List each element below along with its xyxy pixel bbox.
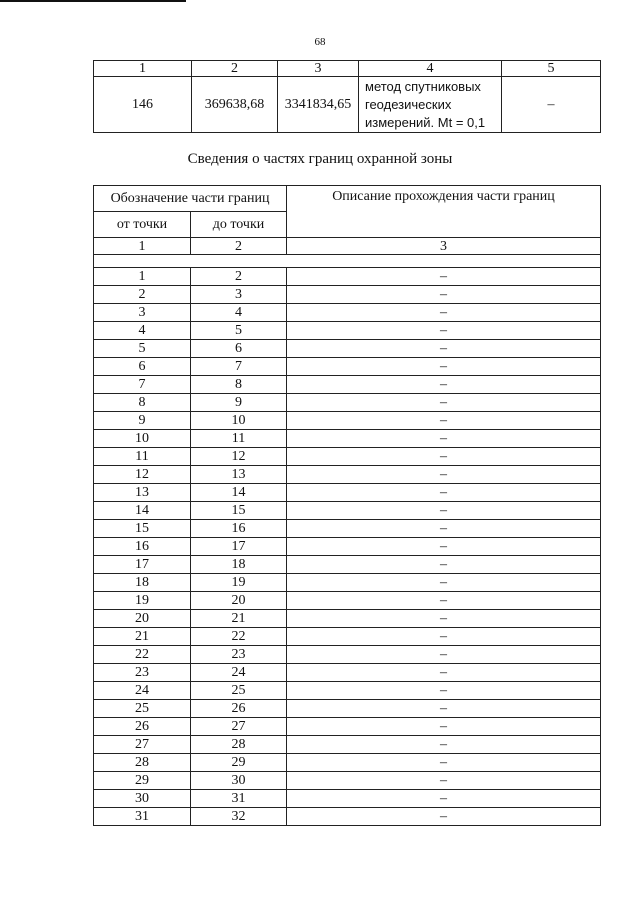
table-row (94, 628, 601, 646)
column-number-row (94, 238, 601, 255)
table-row (94, 610, 601, 628)
description: – (287, 520, 601, 538)
col-number-1: 1 (94, 61, 192, 77)
from-point: 24 (94, 682, 191, 700)
description: – (287, 448, 601, 466)
to-point: 12 (191, 448, 287, 466)
from-point: 31 (94, 808, 191, 826)
to-point: 18 (191, 556, 287, 574)
description: – (287, 610, 601, 628)
page-number: 68 (314, 36, 326, 48)
from-point: 14 (94, 502, 191, 520)
table-row (94, 664, 601, 682)
from-point: 6 (94, 358, 191, 376)
table-row (94, 466, 601, 484)
from-point: 30 (94, 790, 191, 808)
from-point: 1 (94, 268, 191, 286)
description: – (287, 376, 601, 394)
from-point: 29 (94, 772, 191, 790)
to-point: 11 (191, 430, 287, 448)
to-point: 4 (191, 304, 287, 322)
from-point: 15 (94, 520, 191, 538)
header-description: Описание прохождения части границ (287, 186, 601, 238)
from-point: 26 (94, 718, 191, 736)
to-point: 31 (191, 790, 287, 808)
table-row (94, 736, 601, 754)
description: – (287, 268, 601, 286)
description: – (287, 628, 601, 646)
to-point: 24 (191, 664, 287, 682)
coord-y: 3341834,65 (278, 77, 359, 133)
to-point: 16 (191, 520, 287, 538)
table-row (94, 700, 601, 718)
to-point: 6 (191, 340, 287, 358)
header-group-label: Обозначение части границ (94, 186, 287, 212)
from-point: 17 (94, 556, 191, 574)
from-point: 27 (94, 736, 191, 754)
point-number: 146 (94, 77, 192, 133)
description: – (287, 754, 601, 772)
table-row (94, 754, 601, 772)
to-point: 2 (191, 268, 287, 286)
description: – (287, 484, 601, 502)
table-row (94, 556, 601, 574)
table-row (94, 538, 601, 556)
to-point: 28 (191, 736, 287, 754)
table-row (94, 358, 601, 376)
description: – (287, 574, 601, 592)
header-row-group (94, 186, 601, 212)
method-line: геодезических (365, 96, 452, 112)
table-row (94, 430, 601, 448)
to-point: 22 (191, 628, 287, 646)
description: – (287, 394, 601, 412)
to-point: 20 (191, 592, 287, 610)
table-row (94, 718, 601, 736)
to-point: 7 (191, 358, 287, 376)
description: – (287, 664, 601, 682)
col-number-2: 2 (192, 61, 278, 77)
to-point: 27 (191, 718, 287, 736)
description: – (287, 700, 601, 718)
description: – (287, 304, 601, 322)
description: – (287, 718, 601, 736)
from-point: 22 (94, 646, 191, 664)
empty-cell (94, 255, 601, 268)
to-point: 15 (191, 502, 287, 520)
col-number-2: 2 (191, 238, 287, 255)
table-row (94, 682, 601, 700)
from-point: 18 (94, 574, 191, 592)
to-point: 21 (191, 610, 287, 628)
section-title: Сведения о частях границ охранной зоны (187, 151, 453, 167)
method-description (359, 77, 502, 133)
table-row (94, 412, 601, 430)
col-number-3: 3 (287, 238, 601, 255)
table-row (94, 574, 601, 592)
table-row (94, 520, 601, 538)
to-point: 23 (191, 646, 287, 664)
from-point: 19 (94, 592, 191, 610)
table-row (94, 268, 601, 286)
table-row (94, 340, 601, 358)
to-point: 3 (191, 286, 287, 304)
from-point: 4 (94, 322, 191, 340)
description: – (287, 502, 601, 520)
to-point: 29 (191, 754, 287, 772)
method-line: метод спутниковых (365, 78, 481, 94)
description: – (287, 430, 601, 448)
coordinates-table (93, 60, 601, 133)
from-point: 10 (94, 430, 191, 448)
table-row (94, 646, 601, 664)
from-point: 11 (94, 448, 191, 466)
to-point: 17 (191, 538, 287, 556)
description: – (287, 592, 601, 610)
from-point: 9 (94, 412, 191, 430)
from-point: 12 (94, 466, 191, 484)
to-point: 13 (191, 466, 287, 484)
boundary-parts-table (93, 185, 601, 826)
to-point: 26 (191, 700, 287, 718)
description: – (287, 538, 601, 556)
description: – (287, 340, 601, 358)
top-rule (0, 0, 186, 2)
description: – (287, 412, 601, 430)
from-point: 8 (94, 394, 191, 412)
to-point: 5 (191, 322, 287, 340)
description: – (287, 286, 601, 304)
from-point: 25 (94, 700, 191, 718)
from-point: 2 (94, 286, 191, 304)
description: – (287, 358, 601, 376)
description: – (287, 556, 601, 574)
description: – (287, 682, 601, 700)
to-point: 30 (191, 772, 287, 790)
table-row (94, 484, 601, 502)
description: – (287, 322, 601, 340)
to-point: 25 (191, 682, 287, 700)
to-point: 14 (191, 484, 287, 502)
to-point: 8 (191, 376, 287, 394)
to-point: 9 (191, 394, 287, 412)
description: – (287, 790, 601, 808)
description: – (287, 772, 601, 790)
table-row (94, 808, 601, 826)
description: – (287, 466, 601, 484)
table-row (94, 502, 601, 520)
description: – (287, 646, 601, 664)
table-row (94, 322, 601, 340)
from-point: 28 (94, 754, 191, 772)
from-point: 3 (94, 304, 191, 322)
header-from: от точки (94, 212, 191, 238)
table-row (94, 448, 601, 466)
to-point: 32 (191, 808, 287, 826)
from-point: 21 (94, 628, 191, 646)
col-number-5: 5 (502, 61, 601, 77)
col-number-3: 3 (278, 61, 359, 77)
description: – (287, 808, 601, 826)
col-number-1: 1 (94, 238, 191, 255)
coordinates-header-row (94, 61, 601, 77)
col-number-4: 4 (359, 61, 502, 77)
from-point: 7 (94, 376, 191, 394)
to-point: 19 (191, 574, 287, 592)
table-row (94, 592, 601, 610)
from-point: 5 (94, 340, 191, 358)
method-line: измерений. Mt = 0,1 (365, 114, 486, 130)
note-cell: – (502, 77, 601, 133)
from-point: 13 (94, 484, 191, 502)
table-row (94, 304, 601, 322)
from-point: 16 (94, 538, 191, 556)
coord-x: 369638,68 (192, 77, 278, 133)
header-to: до точки (191, 212, 287, 238)
table-row (94, 286, 601, 304)
description: – (287, 736, 601, 754)
empty-row (94, 255, 601, 268)
table-row (94, 376, 601, 394)
table-row (94, 790, 601, 808)
table-row (94, 772, 601, 790)
table-row (94, 77, 601, 133)
to-point: 10 (191, 412, 287, 430)
from-point: 20 (94, 610, 191, 628)
from-point: 23 (94, 664, 191, 682)
table-row (94, 394, 601, 412)
